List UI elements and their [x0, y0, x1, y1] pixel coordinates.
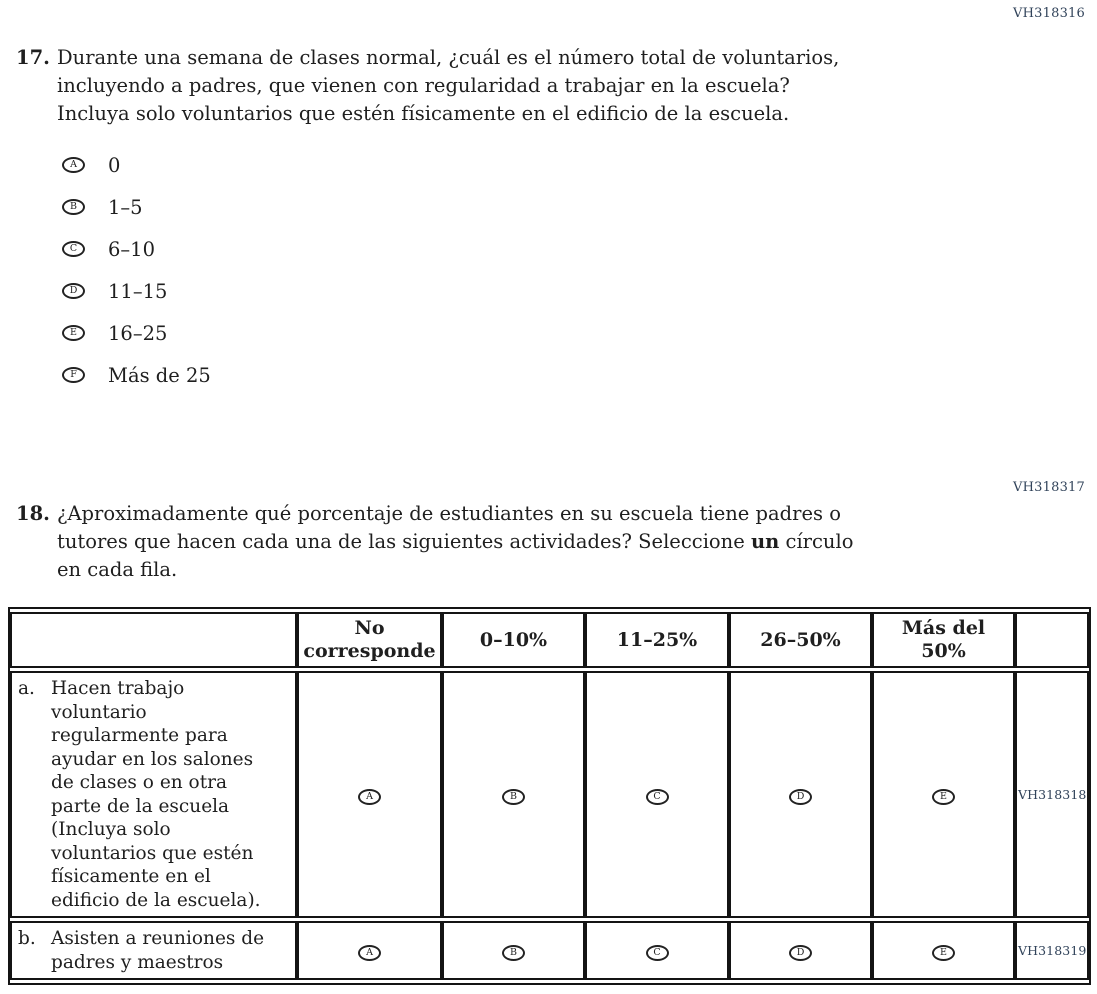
answer-bubble-a[interactable]: A [62, 157, 85, 173]
row-b-bubble-c[interactable]: C [646, 945, 669, 961]
row-b-marker: b. [18, 928, 36, 949]
header-26-50: 26–50% [729, 612, 872, 668]
row-b-cell-11-25 [585, 921, 729, 980]
question-18-number: 18. [16, 502, 50, 525]
answer-bubble-e[interactable]: E [62, 325, 85, 341]
row-a-bubble-b[interactable]: B [502, 789, 525, 805]
option-label: 0 [108, 153, 121, 177]
option-row-c [57, 228, 876, 270]
row-b-label-cell [10, 921, 297, 980]
answer-bubble-c[interactable]: C [62, 241, 85, 257]
question-18-table [8, 607, 1091, 985]
row-a-cell-26-50 [729, 671, 872, 918]
question-18-text [57, 500, 867, 584]
row-a-cell-mas-del-50 [872, 671, 1015, 918]
header-code-blank [1015, 612, 1089, 668]
question-18-text-start: ¿Aproximadamente qué porcentaje de estudiantes en su escuela tiene padres o tutores que hacen cada una de las siguientes actividades? Seleccione [57, 502, 841, 553]
row-a-bubble-a[interactable]: A [358, 789, 381, 805]
option-label: 6–10 [108, 237, 155, 261]
option-label: Más de 25 [108, 363, 211, 387]
row-a-marker: a. [18, 678, 35, 699]
header-no-corresponde: No corresponde [297, 612, 442, 668]
option-label: 1–5 [108, 195, 143, 219]
table-row-a [10, 671, 1089, 918]
option-row-a [57, 144, 876, 186]
header-blank [10, 612, 297, 668]
row-a-label-cell [10, 671, 297, 918]
header-mas-del-50: Más del 50% [872, 612, 1015, 668]
row-b-label: Asisten a reuniones de padres y maestros [51, 928, 265, 973]
row-a-cell-no-corresponde [297, 671, 442, 918]
question-18-text-emphasis: un [750, 530, 780, 553]
row-a-vh-code: VH318318 [1015, 671, 1089, 918]
option-row-d [57, 270, 876, 312]
header-0-10: 0–10% [442, 612, 585, 668]
row-b-cell-no-corresponde [297, 921, 442, 980]
option-row-b [57, 186, 876, 228]
row-b-cell-mas-del-50 [872, 921, 1015, 980]
row-b-bubble-b[interactable]: B [502, 945, 525, 961]
option-label: 16–25 [108, 321, 168, 345]
row-a-cell-11-25 [585, 671, 729, 918]
row-b-bubble-e[interactable]: E [932, 945, 955, 961]
row-b-cell-0-10 [442, 921, 585, 980]
table-header-row [10, 612, 1089, 668]
answer-bubble-f[interactable]: F [62, 367, 85, 383]
option-row-f [57, 354, 876, 396]
row-a-bubble-d[interactable]: D [789, 789, 812, 805]
table-row-b [10, 921, 1089, 980]
question-18 [16, 500, 896, 584]
question-17-body [57, 44, 876, 396]
question-18-text-end: círculo en cada fila. [57, 530, 854, 581]
question-17-vh-code: VH318316 [1013, 6, 1085, 21]
answer-bubble-d[interactable]: D [62, 283, 85, 299]
question-17 [16, 44, 876, 396]
option-row-e [57, 312, 876, 354]
question-17-text: Durante una semana de clases normal, ¿cuál es el número total de voluntarios, incluyendo a padres, que vienen con regularidad a trabajar en la escuela? Incluya solo voluntarios que estén físicamente en el edificio de la escuela. [57, 46, 840, 125]
row-a-bubble-c[interactable]: C [646, 789, 669, 805]
row-a-cell-0-10 [442, 671, 585, 918]
answer-bubble-b[interactable]: B [62, 199, 85, 215]
row-a-bubble-e[interactable]: E [932, 789, 955, 805]
row-b-vh-code: VH318319 [1015, 921, 1089, 980]
row-a-label: Hacen trabajo voluntario regularmente para ayudar en los salones de clases o en otra parte de la escuela (Incluya solo voluntarios que estén físicamente en el edificio de la escuela). [51, 678, 261, 911]
question-18-vh-code: VH318317 [1013, 480, 1085, 495]
row-b-cell-26-50 [729, 921, 872, 980]
question-17-number: 17. [16, 46, 50, 69]
row-b-bubble-d[interactable]: D [789, 945, 812, 961]
question-17-options [57, 144, 876, 396]
option-label: 11–15 [108, 279, 168, 303]
row-b-bubble-a[interactable]: A [358, 945, 381, 961]
header-11-25: 11–25% [585, 612, 729, 668]
question-18-body [57, 500, 896, 584]
